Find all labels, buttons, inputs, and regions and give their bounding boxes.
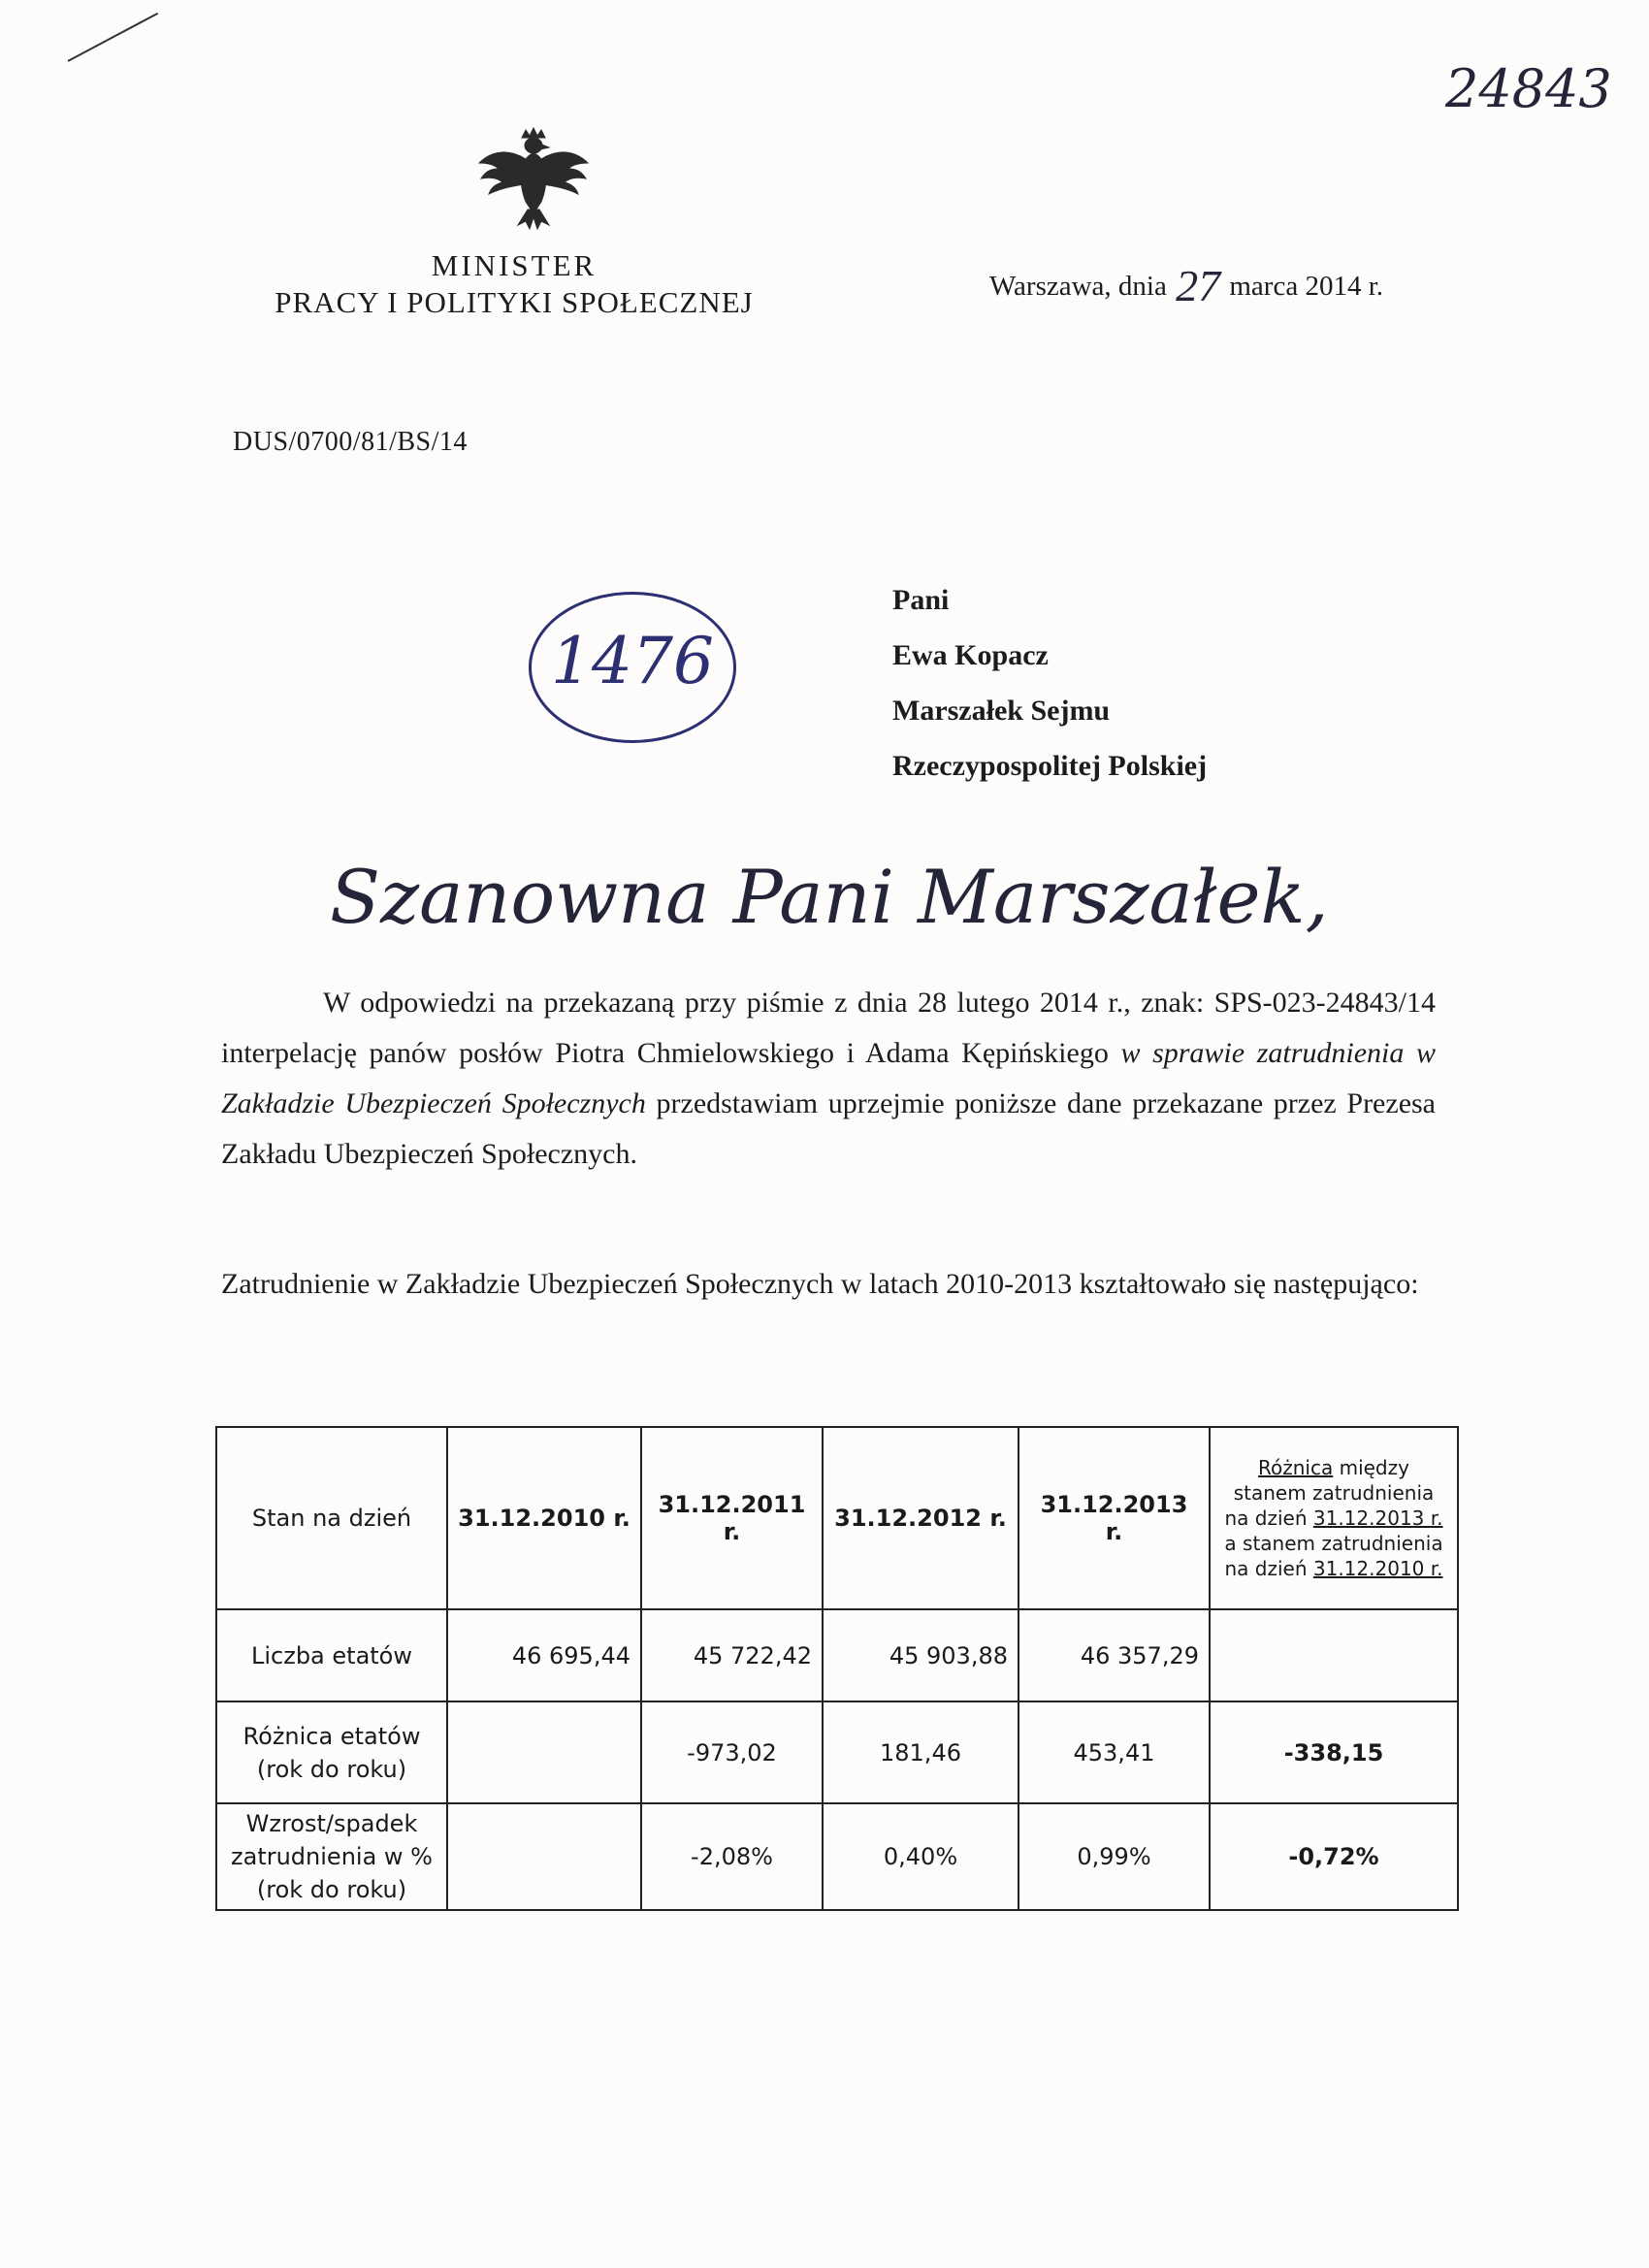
- header-label: Stan na dzień: [216, 1427, 447, 1609]
- row-label-line: (rok do roku): [256, 1755, 407, 1783]
- recipient-line4: Rzeczypospolitej Polskiej: [892, 750, 1208, 782]
- row-label-line: Wzrost/spadek: [245, 1810, 418, 1837]
- reference-number: DUS/0700/81/BS/14: [233, 427, 468, 457]
- col-header-2012: 31.12.2012 r.: [823, 1427, 1018, 1609]
- row-label-line: Liczba etatów: [250, 1641, 412, 1669]
- body-p1-italic: w sprawie zatrudnienia w Zakładzie Ubezpieczeń Społecznych: [221, 1037, 1436, 1119]
- row-label: [216, 1609, 447, 1701]
- diff-header-d1: 31.12.2013 r.: [1312, 1507, 1443, 1530]
- cell-2012: 0,40%: [823, 1803, 1018, 1910]
- row-label: [216, 1803, 447, 1910]
- row-label: [216, 1701, 447, 1803]
- col-header-2010: 31.12.2010 r.: [447, 1427, 641, 1609]
- body-paragraph-2: Zatrudnienie w Zakładzie Ubezpieczeń Społecznych w latach 2010-2013 kształtowało się następująco:: [221, 1268, 1419, 1300]
- place-date-suffix: marca 2014 r.: [1229, 271, 1383, 302]
- col-header-difference: [1210, 1427, 1458, 1609]
- cell-2013: 46 357,29: [1018, 1609, 1210, 1701]
- cell-2012: 45 903,88: [823, 1609, 1018, 1701]
- recipient-line3: Marszałek Sejmu: [892, 695, 1111, 727]
- diff-header-w1: Różnica: [1258, 1456, 1334, 1479]
- stamp-number: 1476: [551, 624, 714, 698]
- polish-eagle-emblem: [475, 124, 592, 233]
- cell-2011: -2,08%: [641, 1803, 823, 1910]
- row-label-line: zatrudnienia w %: [231, 1843, 433, 1870]
- col-header-2013: 31.12.2013 r.: [1018, 1427, 1210, 1609]
- cell-difference: -0,72%: [1210, 1803, 1458, 1910]
- recipient-line1: Pani: [892, 584, 950, 616]
- table-row: [216, 1609, 1458, 1701]
- recipient-block: [892, 572, 1207, 794]
- cell-2011: -973,02: [641, 1701, 823, 1803]
- diff-header-t1: między stanem zatrudnienia na dzień: [1224, 1456, 1435, 1530]
- row-label-line: Różnica etatów: [242, 1722, 421, 1750]
- table-row: [216, 1701, 1458, 1803]
- ministry-line2: PRACY I POLITYKI SPOŁECZNEJ: [275, 285, 754, 319]
- handwritten-salutation: Szanowna Pani Marszałek,: [330, 854, 1329, 940]
- recipient-line2: Ewa Kopacz: [892, 639, 1049, 671]
- employment-table: [215, 1426, 1459, 1911]
- place-date-day: 27: [1176, 261, 1221, 310]
- diff-header-t2: a stanem zatrudnienia na dzień: [1224, 1532, 1443, 1580]
- cell-2010: 46 695,44: [447, 1609, 641, 1701]
- cell-difference: -338,15: [1210, 1701, 1458, 1803]
- ministry-title: [213, 247, 815, 321]
- cell-2010: [447, 1701, 641, 1803]
- cell-2011: 45 722,42: [641, 1609, 823, 1701]
- table-row: [216, 1803, 1458, 1910]
- diff-header-d2: 31.12.2010 r.: [1312, 1557, 1443, 1580]
- ink-stroke: [68, 13, 159, 62]
- body-paragraph-1: [221, 978, 1436, 1180]
- table-header-row: [216, 1427, 1458, 1609]
- row-label-line: (rok do roku): [256, 1876, 407, 1903]
- body-p1-part1: W odpowiedzi na przekazaną przy piśmie z dnia 28 lutego 2014 r., znak: SPS-023-24843/14 interpelację panów posłów Piotra Chmielowskiego i Adama Kępińskiego: [221, 987, 1436, 1069]
- handwritten-case-number: 24843: [1445, 58, 1612, 119]
- cell-2013: 453,41: [1018, 1701, 1210, 1803]
- body-p1-part2: przedstawiam uprzejmie poniższe dane przekazane przez Prezesa Zakładu Ubezpieczeń Społecznych.: [221, 1087, 1436, 1170]
- ministry-line1: MINISTER: [431, 248, 598, 282]
- place-date-prefix: Warszawa, dnia: [989, 271, 1167, 302]
- registration-stamp: [529, 592, 736, 743]
- col-header-2011: 31.12.2011 r.: [641, 1427, 823, 1609]
- cell-difference: [1210, 1609, 1458, 1701]
- place-date: [989, 254, 1383, 310]
- cell-2010: [447, 1803, 641, 1910]
- cell-2012: 181,46: [823, 1701, 1018, 1803]
- cell-2013: 0,99%: [1018, 1803, 1210, 1910]
